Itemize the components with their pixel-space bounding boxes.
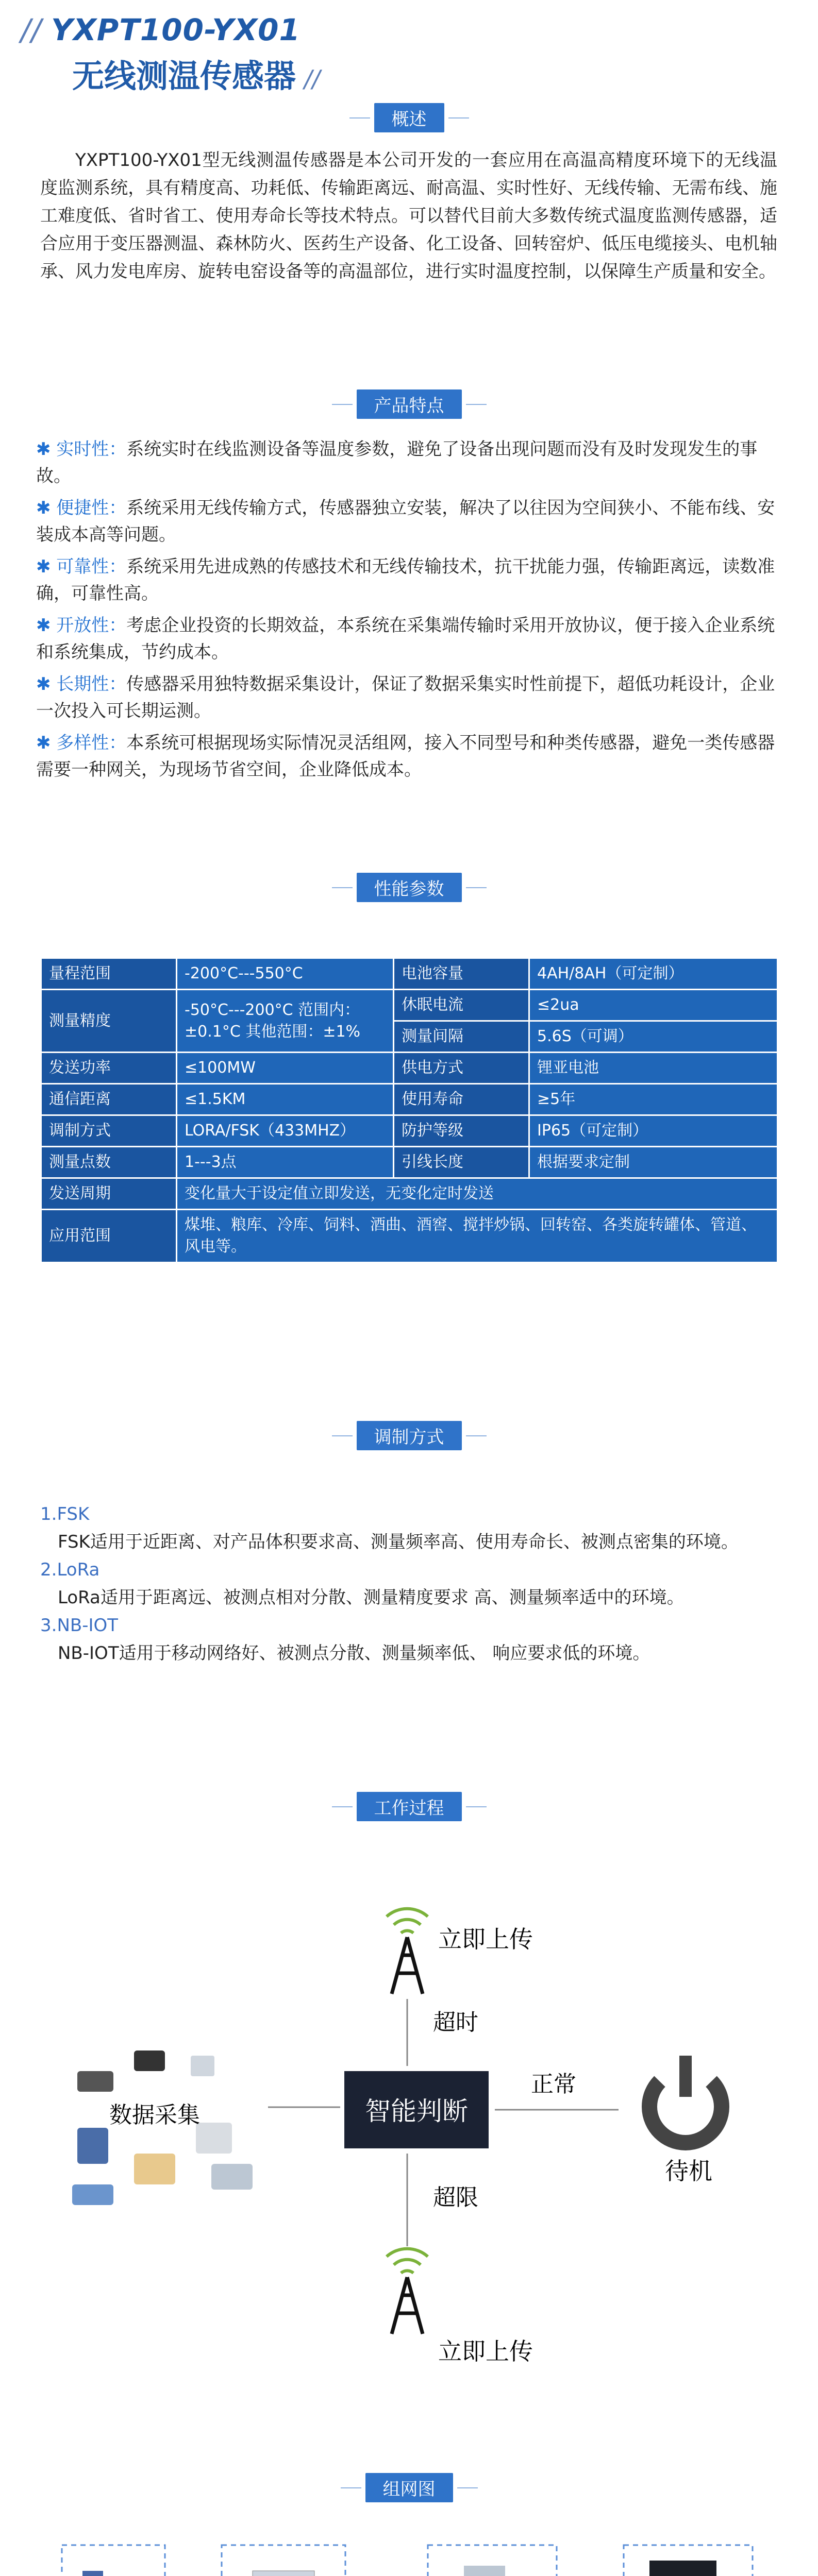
judge-label: 智能判断 [365,2096,468,2126]
sensor-icons [77,2571,149,2576]
table-row [41,1053,778,1084]
network-diagram [0,2524,818,2576]
header [0,0,818,103]
feature-label: 多样性： [56,733,127,753]
section-title-workflow: 工作过程 [0,1792,818,1821]
param-value: LORA/FSK（433MHZ） [177,1115,394,1147]
feature-text: 系统采用先进成熟的传感技术和无线传输技术，抗干扰能力强，传输距离远，读数准确，可靠性高。 [36,556,775,604]
param-value: 变化量大于设定值立即发送，无变化定时发送 [177,1178,778,1210]
feature-item [36,436,778,489]
param-key: 供电方式 [394,1053,529,1084]
table-row [41,1115,778,1147]
upload-bottom-label: 立即上传 [438,2337,533,2365]
feature-label: 开放性： [56,615,127,636]
param-key: 发送功率 [41,1053,177,1084]
param-value: 4AH/8AH（可定制） [529,958,778,990]
upload-top-label: 立即上传 [438,1925,533,1953]
feature-label: 长期性： [56,674,127,694]
bullet-icon: ✱ [36,615,57,636]
param-key: 测量间隔 [394,1021,529,1053]
param-value: -200°C---550°C [177,958,394,990]
param-value: 锂亚电池 [529,1053,778,1084]
modulation-list [40,1500,782,1667]
standby-label: 待机 [665,2157,712,2185]
modulation-text: NB-IOT适用于移动网络好、被测点分散、测量频率低、 响应要求低的环境。 [58,1643,650,1664]
modulation-text: FSK适用于近距离、对产品体积要求高、测量频率高、使用寿命长、被测点密集的环境。 [58,1532,739,1552]
table-row [41,990,778,1021]
param-value: ≤100MW [177,1053,394,1084]
modulation-head: 1.FSK [40,1504,90,1524]
overlimit-label: 超限 [433,2184,478,2211]
modulation-text: LoRa适用于距离远、被测点相对分散、测量精度要求 高、测量频率适中的环境。 [58,1587,685,1608]
param-value: ≥5年 [529,1084,778,1115]
features-list [36,436,778,788]
modulation-head: 3.NB-IOT [40,1615,119,1636]
table-row [41,1178,778,1210]
feature-item [36,671,778,724]
param-key: 应用范围 [41,1210,177,1263]
workflow-diagram [0,1875,818,2401]
param-key: 调制方式 [41,1115,177,1147]
header-product-name: 无线测温传感器 // [72,57,321,95]
param-key: 防护等级 [394,1115,529,1147]
params-table [40,957,778,1263]
section-title-network: 组网图 [0,2473,818,2502]
param-key: 测量精度 [41,990,177,1053]
param-key: 休眠电流 [394,990,529,1021]
section-title-params: 性能参数 [0,873,818,902]
table-row [41,958,778,990]
bullet-icon: ✱ [36,556,57,577]
timeout-label: 超时 [433,2009,478,2036]
bullet-icon: ✱ [36,439,57,460]
feature-label: 便捷性： [56,498,127,518]
param-key: 测量点数 [41,1147,177,1178]
table-row [41,1210,778,1263]
table-row [41,1084,778,1115]
bullet-icon: ✱ [36,674,57,694]
collect-label: 数据采集 [109,2102,200,2128]
feature-label: 实时性： [56,439,127,460]
section-title-modulation: 调制方式 [0,1421,818,1450]
column-collect [62,2545,165,2576]
receiver-device [253,2571,314,2576]
section-title-features: 产品特点 [0,389,818,418]
power-icon [649,2056,722,2143]
param-value: 5.6S（可调） [529,1021,778,1053]
param-key: 通信距离 [41,1084,177,1115]
bullet-icon: ✱ [36,498,57,518]
param-value: 根据要求定制 [529,1147,778,1178]
normal-label: 正常 [531,2071,576,2097]
param-value: ≤1.5KM [177,1084,394,1115]
param-value: 1---3点 [177,1147,394,1178]
param-value: 煤堆、粮库、冷库、饲料、酒曲、酒窖、搅拌炒锅、回转窑、各类旋转罐体、管道、风电等。 [177,1210,778,1263]
feature-text: 本系统可根据现场实际情况灵活组网，接入不同型号和种类传感器，避免一类传感器需要一种网关，为现场节省空间，企业降低成本。 [36,733,775,780]
feature-item [36,495,778,548]
param-value: IP65（可定制） [529,1115,778,1147]
param-key: 量程范围 [41,958,177,990]
param-key: 发送周期 [41,1178,177,1210]
feature-item [36,730,778,783]
param-key: 电池容量 [394,958,529,990]
bullet-icon: ✱ [36,733,57,753]
feature-text: 考虑企业投资的长期效益，本系统在采集端传输时采用开放协议，便于接入企业系统和系统集成，节约成本。 [36,615,775,663]
feature-item [36,553,778,607]
table-row [41,1147,778,1178]
param-value: -50°C---200°C 范围内：±0.1°C 其他范围：±1% [177,990,394,1053]
param-value: ≤2ua [529,990,778,1021]
tower-icon [387,1909,428,1994]
modulation-head: 2.LoRa [40,1560,100,1580]
overview-text: YXPT100-YX01型无线测温传感器是本公司开发的一套应用在高温高精度环境下的无线温度监测系统，具有精度高、功耗低、传输距离远、耐高温、实时性好、无线传输、无需布线、施工难度低、省时省工、使用寿命长等技术特点。可以替代目前大多数传统式温度监测传感器，适合应用于变压器测温、森林防火、医药生产设备、化工设备、回转窑炉、低压电缆接头、电机轴承、风力发电库房、旋转电窑设备等的高温部位，进行实时温度控制，以保障生产质量和安全。 [40,150,777,282]
header-model: // YXPT100-YX01 [21,12,301,47]
section-title-overview: 概述 [0,103,818,132]
feature-label: 可靠性： [56,556,127,577]
param-key: 使用寿命 [394,1084,529,1115]
param-key: 引线长度 [394,1147,529,1178]
feature-text: 传感器采用独特数据采集设计，保证了数据采集实时性前提下，超低功耗设计，企业一次投入可长期运测。 [36,674,775,721]
feature-text: 系统实时在线监测设备等温度参数，避免了设备出现问题而没有及时发现发生的事故。 [36,439,758,486]
feature-item [36,612,778,666]
feature-text: 系统采用无线传输方式，传感器独立安装，解决了以往因为空间狭小、不能布线、安装成本高等问题。 [36,498,775,545]
tower-icon [387,2249,428,2334]
